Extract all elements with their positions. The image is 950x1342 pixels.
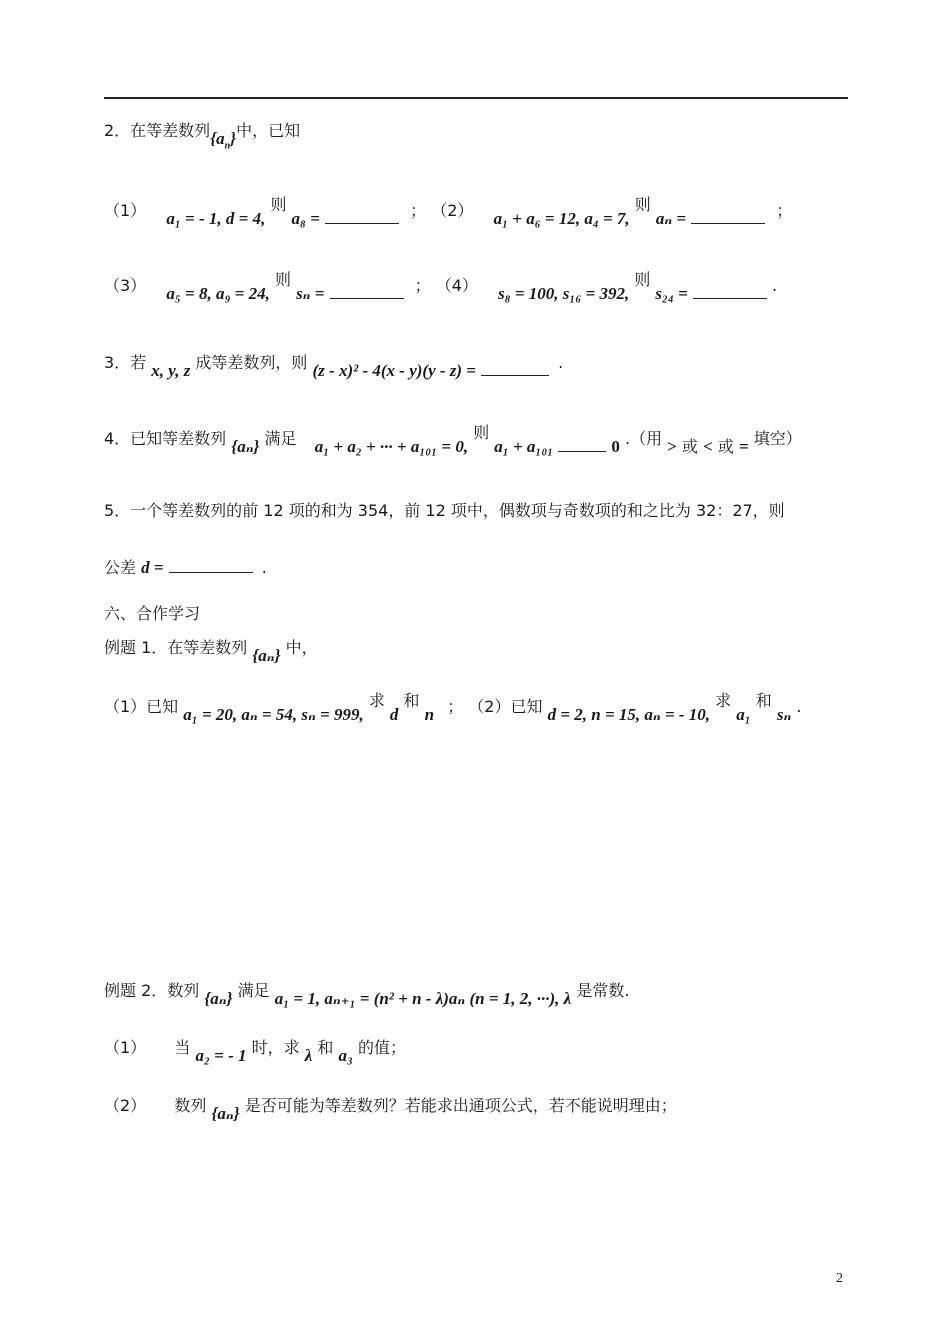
ex1-p2-and: 和 xyxy=(755,691,772,710)
q4-line xyxy=(104,423,802,456)
q5-blank[interactable] xyxy=(169,558,253,573)
header-rule xyxy=(104,97,848,99)
q2-p1-expr: a₁ = - 1, d = 4, xyxy=(166,209,266,228)
ex1-row xyxy=(104,691,802,724)
q2-stem xyxy=(104,120,301,152)
ex1-p1-expr: a₁ = 20, aₙ = 54, sₙ = 999, xyxy=(183,705,364,724)
q5-var: d = xyxy=(141,558,164,577)
q2-p4-target: s₂₄ = xyxy=(655,284,688,303)
q4-blank[interactable] xyxy=(558,437,606,452)
ex1-p2-ask: 求 xyxy=(715,691,732,710)
q4-mid: 满足 xyxy=(264,429,297,448)
q2-sep1: ； xyxy=(410,201,427,220)
q4-eq: = xyxy=(738,437,749,456)
section-title: 六、合作学习 xyxy=(104,604,201,623)
ex1-end: . xyxy=(796,697,802,716)
ex2-p1-and: 和 xyxy=(317,1038,334,1057)
ex2-p1 xyxy=(104,1037,407,1065)
q2-row2 xyxy=(104,270,778,303)
q4-or1: 或 xyxy=(681,437,698,456)
ex2-p2-pre: 数列 xyxy=(174,1096,207,1115)
ex2-p1-when: 当 xyxy=(174,1038,191,1057)
ex1-sep: ； xyxy=(447,697,464,716)
q3-mid: 成等差数列，则 xyxy=(195,353,308,372)
q2-p4-expr: s₈ = 100, s₁₆ = 392, xyxy=(498,284,630,303)
ex2-prefix: 例题 2．数列 xyxy=(104,981,200,1000)
q4-gt: > xyxy=(667,437,677,456)
q4-or2: 或 xyxy=(717,437,734,456)
q2-seq: $\{a_n\}$ xyxy=(210,129,237,152)
q2-suffix: 中，已知 xyxy=(236,121,301,140)
q3-line xyxy=(104,352,564,380)
ex2-p1-end: 的值； xyxy=(358,1038,407,1057)
ex1-p2-v2: sₙ xyxy=(776,705,792,724)
q2-p2-label: （2） xyxy=(431,201,474,220)
q2-p1-then: 则 xyxy=(270,195,287,214)
ex2-p1-v1: λ xyxy=(304,1046,313,1065)
q2-p4-then: 则 xyxy=(634,270,651,289)
ex1-prefix: 例题 1．在等差数列 xyxy=(104,638,248,657)
q4-zero: 0 xyxy=(611,437,620,456)
ex1-stem xyxy=(104,637,318,665)
ex2-stem xyxy=(104,980,630,1008)
ex1-p1-and: 和 xyxy=(403,691,420,710)
ex1-p1-v1: d xyxy=(389,705,399,724)
q2-p3-then: 则 xyxy=(274,270,291,289)
q3-expr: (z - x)² - 4(x - y)(y - z) = xyxy=(312,361,476,380)
q5-prefix: 公差 xyxy=(104,558,137,577)
ex2-mid: 满足 xyxy=(237,981,270,1000)
q2-p2-expr: a₁ + a₆ = 12, a₄ = 7, xyxy=(493,209,630,228)
q3-end: . xyxy=(558,353,564,372)
q2-p4-label: （4） xyxy=(435,276,478,295)
q2-end: . xyxy=(772,276,778,295)
ex1-suffix: 中， xyxy=(285,638,318,657)
q4-seq: {aₙ} xyxy=(231,437,260,456)
q5-line1: 5．一个等差数列的前 12 项的和为 354，前 12 项中，偶数项与奇数项的和之比为 32：27，则 xyxy=(104,501,785,520)
ex1-seq: {aₙ} xyxy=(252,646,281,665)
q2-p1-target: a₈ = xyxy=(291,209,320,228)
q2-p3-blank[interactable] xyxy=(330,284,404,299)
q2-sep2: ； xyxy=(776,201,793,220)
q4-lt: < xyxy=(703,437,713,456)
ex1-p2-v1: a₁ xyxy=(736,705,751,724)
q2-p3-target: sₙ = xyxy=(296,284,325,303)
ex1-p1-label: （1）已知 xyxy=(104,697,179,716)
ex2-p2 xyxy=(104,1095,677,1123)
ex1-p1-ask: 求 xyxy=(368,691,385,710)
ex2-p2-text: 是否可能为等差数列？若能求出通项公式，若不能说明理由； xyxy=(244,1096,677,1115)
q5-line2 xyxy=(104,557,267,579)
ex2-expr: a₁ = 1, aₙ₊₁ = (n² + n - λ)aₙ (n = 1, 2, ···), λ xyxy=(274,989,572,1008)
ex2-p2-label: （2） xyxy=(104,1096,147,1115)
ex2-p1-mid: 时，求 xyxy=(251,1038,300,1057)
q2-p2-then: 则 xyxy=(634,195,651,214)
ex2-p2-seq: {aₙ} xyxy=(211,1104,240,1123)
q4-paren: .（用 xyxy=(624,429,663,448)
q2-p2-target: aₙ = xyxy=(655,209,687,228)
q3-blank[interactable] xyxy=(481,361,549,376)
q4-expr: a₁ + a₂ + ··· + a₁₀₁ = 0, xyxy=(314,437,469,456)
q3-prefix: 3．若 xyxy=(104,353,147,372)
q4-target: a₁ + a₁₀₁ xyxy=(494,437,554,456)
q2-p1-label: （1） xyxy=(104,201,147,220)
ex1-p2-expr: d = 2, n = 15, aₙ = - 10, xyxy=(547,705,711,724)
q2-p1-blank[interactable] xyxy=(325,209,399,224)
q2-sep3: ； xyxy=(414,276,431,295)
q2-prefix: 2．在等差数列 xyxy=(104,121,211,140)
ex2-p1-expr: a₂ = - 1 xyxy=(195,1046,247,1065)
q4-prefix: 4．已知等差数列 xyxy=(104,429,227,448)
ex1-p1-v2: n xyxy=(424,705,435,724)
q2-p3-label: （3） xyxy=(104,276,147,295)
ex1-p2-label: （2）已知 xyxy=(468,697,543,716)
q3-vars: x, y, z xyxy=(151,361,191,380)
ex2-p1-label: （1） xyxy=(104,1038,147,1057)
q5-end: . xyxy=(261,558,267,577)
q2-p3-expr: a₅ = 8, a₉ = 24, xyxy=(166,284,270,303)
q2-row1 xyxy=(104,195,793,228)
q2-p2-blank[interactable] xyxy=(691,209,765,224)
q4-then: 则 xyxy=(473,423,490,442)
page-number: 2 xyxy=(836,1271,843,1286)
q2-p4-blank[interactable] xyxy=(693,284,767,299)
ex2-seq: {aₙ} xyxy=(204,989,233,1008)
q4-tail: 填空） xyxy=(753,429,802,448)
ex2-p1-v2: a₃ xyxy=(338,1046,353,1065)
ex2-suffix: 是常数. xyxy=(576,981,630,1000)
